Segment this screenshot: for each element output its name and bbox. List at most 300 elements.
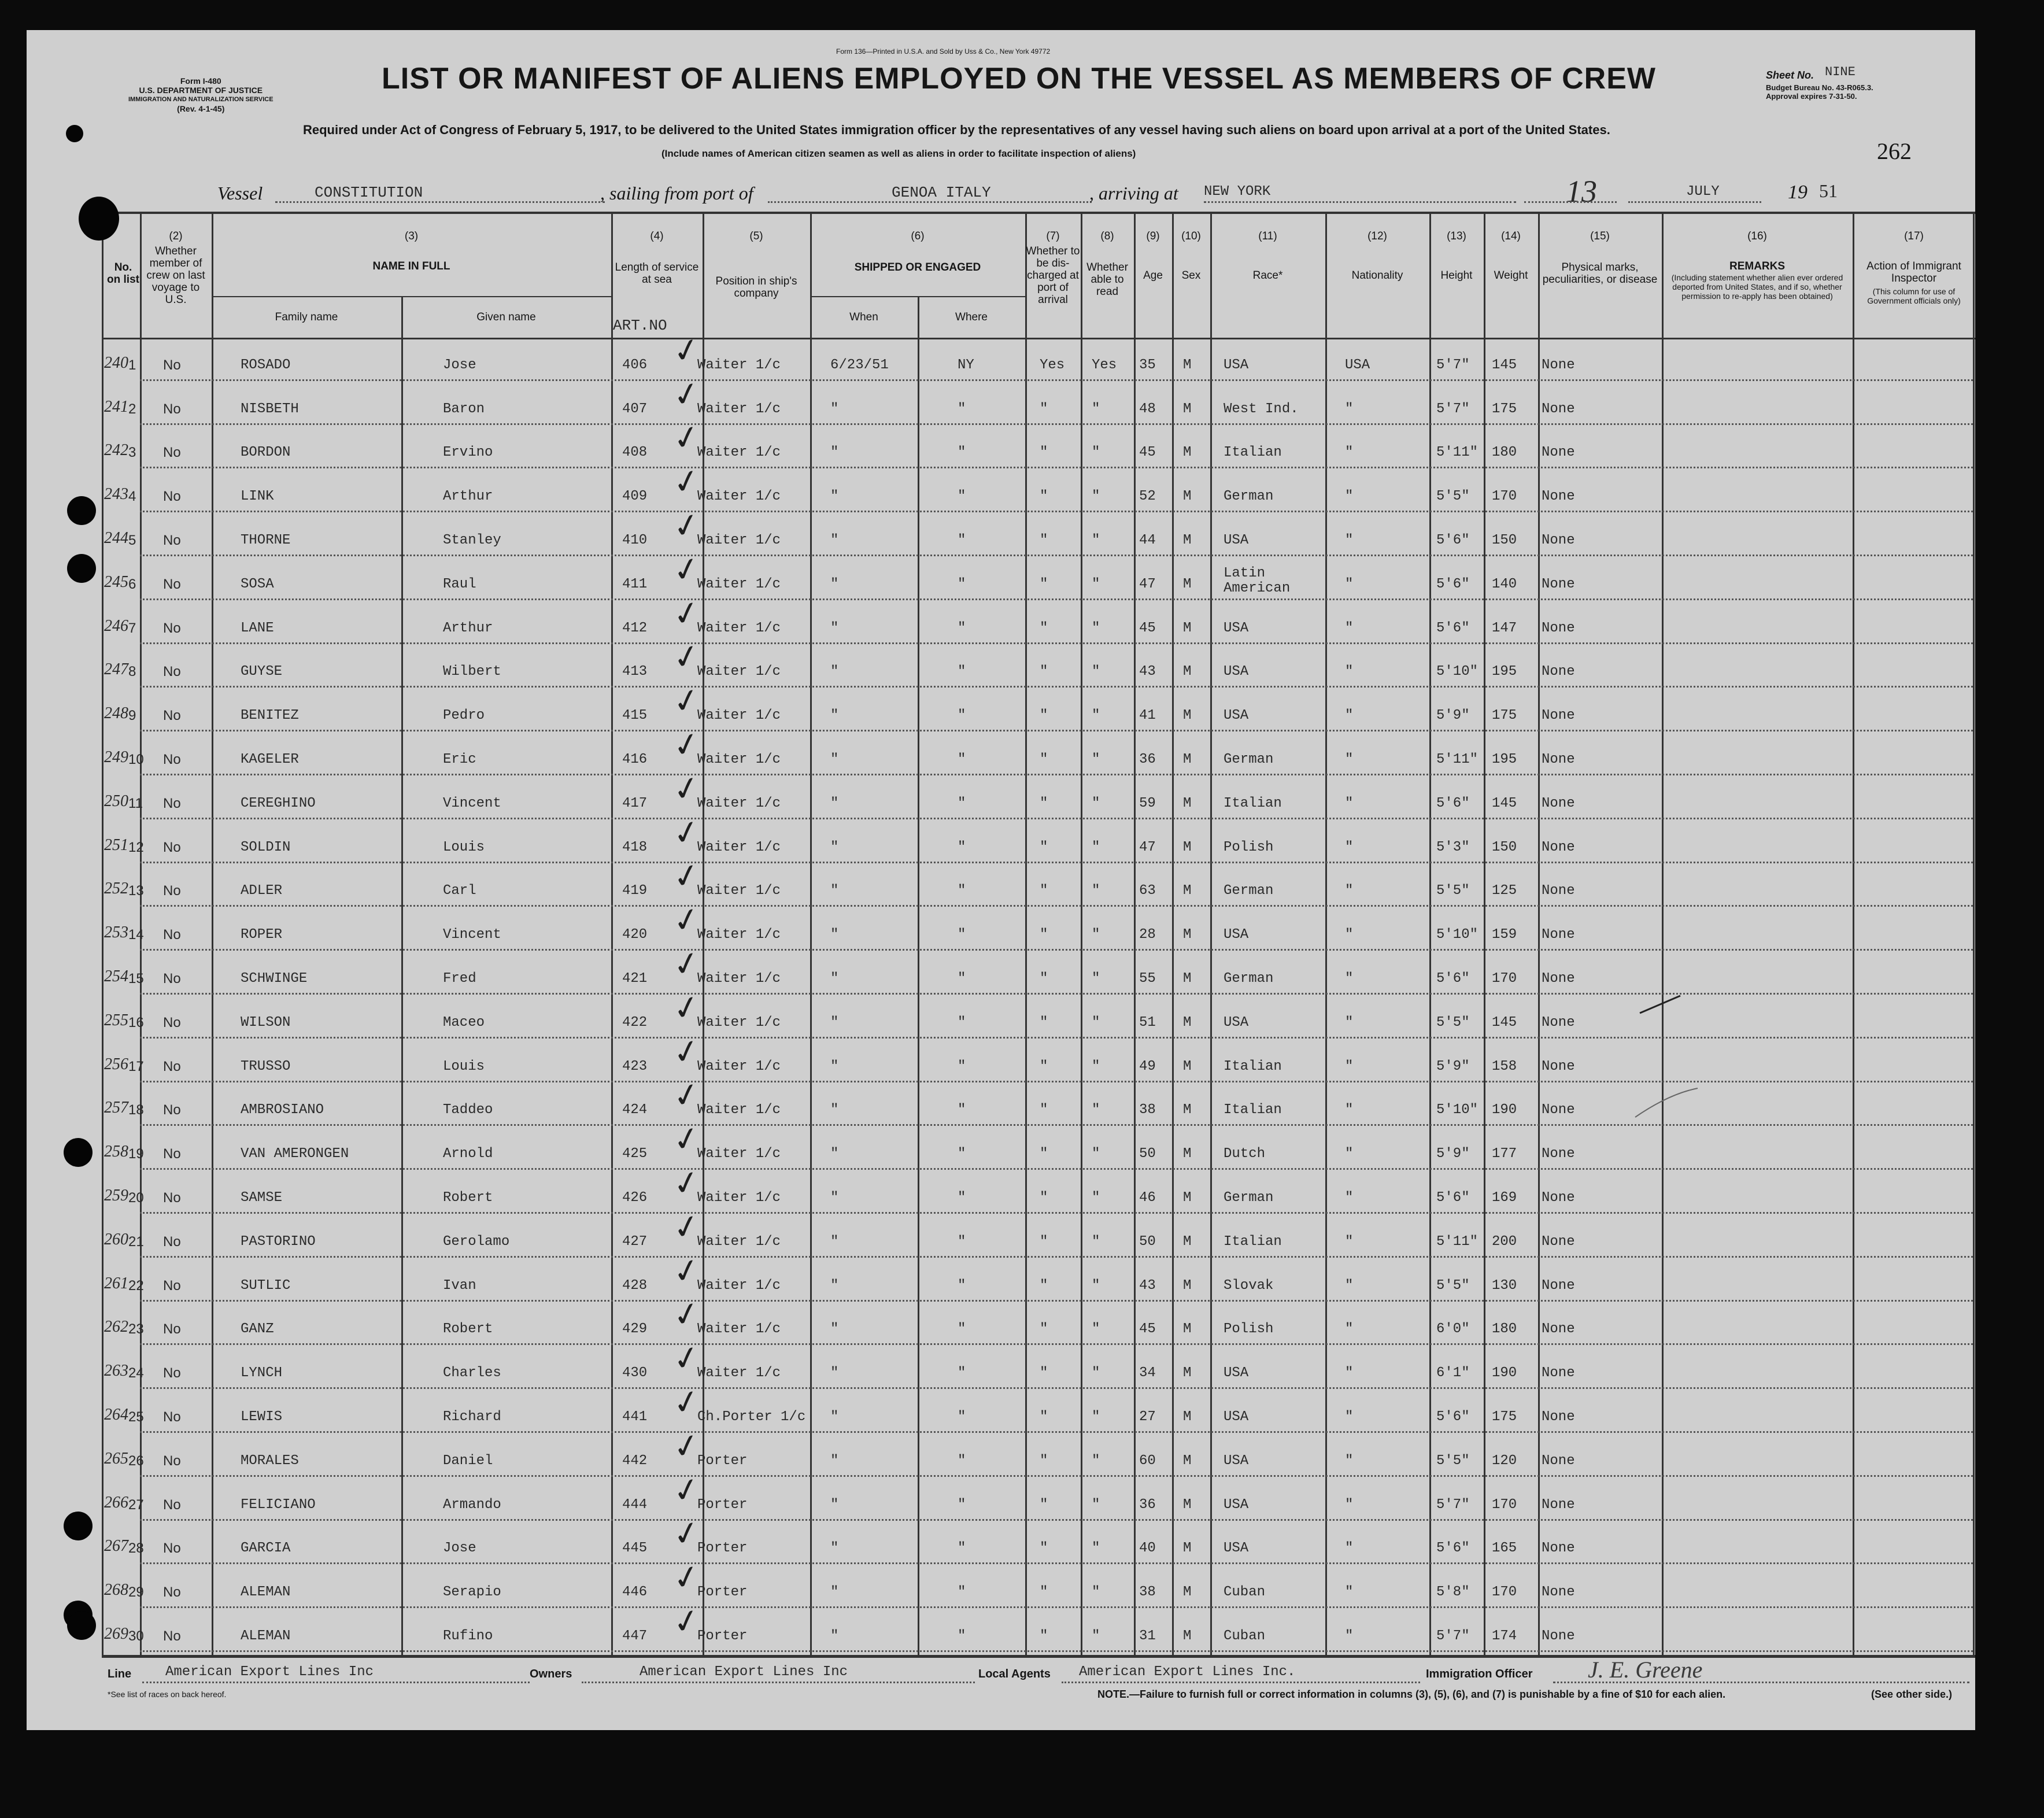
discharged-cell: " (1040, 1540, 1048, 1557)
discharged-cell: " (1040, 1102, 1048, 1118)
able-to-read-cell: " (1092, 1146, 1100, 1162)
able-to-read-cell: " (1092, 1453, 1100, 1469)
age-cell: 27 (1139, 1409, 1156, 1425)
check-mark-icon: ✓ (669, 1294, 704, 1336)
able-to-read-cell: " (1092, 927, 1100, 943)
discharged-cell: " (1040, 751, 1048, 767)
art-number-cell: 406 (622, 357, 648, 373)
header-col6-number: (6) (911, 230, 925, 242)
physical-marks-cell: None (1542, 445, 1575, 461)
given-name-cell: Robert (443, 1189, 493, 1206)
race-cell: USA (1224, 1453, 1249, 1469)
age-cell: 52 (1139, 489, 1156, 505)
position-cell: Waiter 1/c (697, 620, 781, 636)
discharged-cell: Yes (1040, 357, 1065, 373)
art-number-cell: 423 (622, 1058, 648, 1074)
header-col11-number: (11) (1258, 230, 1277, 242)
age-cell: 59 (1139, 795, 1156, 811)
physical-marks-cell: None (1542, 883, 1575, 899)
handwritten-number: 242 (104, 441, 128, 460)
sex-cell: M (1183, 664, 1192, 680)
height-cell: 5'7" (1436, 401, 1470, 417)
shipped-where-cell: " (958, 970, 966, 986)
position-cell: Waiter 1/c (697, 1321, 781, 1337)
nationality-cell: " (1345, 839, 1354, 855)
handwritten-number: 248 (104, 704, 128, 723)
handwritten-number: 240 (104, 353, 128, 372)
family-name-cell: SCHWINGE (241, 970, 308, 986)
row-number-cell: 20 (128, 1189, 144, 1206)
owners-label: Owners (530, 1668, 572, 1680)
race-cell: Slovak (1224, 1277, 1274, 1294)
nationality-cell: " (1345, 1146, 1354, 1162)
last-voyage-cell: No (163, 1014, 181, 1030)
last-voyage-cell: No (163, 1277, 181, 1294)
weight-cell: 195 (1492, 751, 1517, 767)
last-voyage-cell: No (163, 1058, 181, 1074)
header-where: Where (955, 311, 988, 323)
family-name-cell: ADLER (241, 883, 283, 899)
shipped-when-cell: " (830, 1102, 839, 1118)
art-number-cell: 408 (622, 445, 648, 461)
row-number-cell: 8 (128, 664, 136, 680)
shipped-where-cell: " (958, 1146, 966, 1162)
table-row (27, 1600, 1975, 1655)
shipped-where-cell: " (958, 1496, 966, 1513)
physical-marks-cell: None (1542, 1628, 1575, 1644)
last-voyage-cell: No (163, 970, 181, 986)
department-name: U.S. DEPARTMENT OF JUSTICE (139, 86, 263, 95)
discharged-cell: " (1040, 1453, 1048, 1469)
arrival-month: JULY (1686, 184, 1720, 199)
discharged-cell: " (1040, 1189, 1048, 1206)
table-row (27, 1557, 1975, 1611)
height-cell: 5'6" (1436, 576, 1470, 592)
given-name-cell: Ervino (443, 445, 493, 461)
age-cell: 63 (1139, 883, 1156, 899)
shipped-when-cell: " (830, 1058, 839, 1074)
position-cell: Waiter 1/c (697, 1014, 781, 1030)
row-number-cell: 6 (128, 576, 136, 592)
able-to-read-cell: " (1092, 1321, 1100, 1337)
position-cell: Waiter 1/c (697, 401, 781, 417)
check-mark-icon: ✓ (669, 1425, 704, 1468)
row-rule (140, 467, 1973, 468)
shipped-when-cell: " (830, 1365, 839, 1381)
age-cell: 60 (1139, 1453, 1156, 1469)
physical-marks-cell: None (1542, 1102, 1575, 1118)
able-to-read-cell: " (1092, 751, 1100, 767)
race-cell: Italian (1224, 1233, 1282, 1250)
discharged-cell: " (1040, 1365, 1048, 1381)
handwritten-number: 263 (104, 1362, 128, 1380)
document-subtitle: Required under Act of Congress of February 5, 1917, to be delivered to the United States immigration officer by the representatives of any vessel having such aliens on board upon arrival at a port of the United States. (303, 123, 1610, 137)
given-name-cell: Raul (443, 576, 476, 592)
row-rule (140, 423, 1973, 425)
given-name-cell: Rufino (443, 1628, 493, 1644)
art-number-cell: 441 (622, 1409, 648, 1425)
shipped-where-cell: " (958, 1409, 966, 1425)
month-underline (1628, 201, 1761, 203)
check-mark-icon: ✓ (669, 461, 704, 504)
arrival-port: NEW YORK (1204, 184, 1271, 199)
art-number-cell: 415 (622, 708, 648, 724)
line-underline (142, 1682, 530, 1683)
row-number-cell: 25 (128, 1409, 144, 1425)
service-name: IMMIGRATION AND NATURALIZATION SERVICE (128, 96, 273, 103)
shipped-where-cell: " (958, 883, 966, 899)
last-voyage-cell: No (163, 1146, 181, 1162)
row-rule (140, 1431, 1973, 1433)
discharged-cell: " (1040, 970, 1048, 986)
last-voyage-cell: No (163, 445, 181, 461)
discharged-cell: " (1040, 927, 1048, 943)
age-cell: 55 (1139, 970, 1156, 986)
family-name-cell: ROSADO (241, 357, 291, 373)
table-row (27, 504, 1975, 559)
physical-marks-cell: None (1542, 357, 1575, 373)
race-cell: USA (1224, 708, 1249, 724)
shipped-when-cell: " (830, 401, 839, 417)
header-family-name: Family name (275, 311, 338, 323)
handwritten-number: 252 (104, 880, 128, 898)
header-col13-number: (13) (1447, 230, 1466, 242)
budget-bureau: Budget Bureau No. 43-R065.3. (1766, 83, 1873, 92)
family-name-cell: BENITEZ (241, 708, 299, 724)
given-name-cell: Carl (443, 883, 476, 899)
sex-cell: M (1183, 708, 1192, 724)
binder-hole (79, 197, 119, 241)
shipped-where-cell: " (958, 927, 966, 943)
check-mark-icon: ✓ (669, 636, 704, 679)
age-cell: 28 (1139, 927, 1156, 943)
able-to-read-cell: " (1092, 1409, 1100, 1425)
weight-cell: 169 (1492, 1189, 1517, 1206)
row-rule (140, 379, 1973, 381)
binder-hole (64, 1138, 93, 1167)
shipped-where-cell: " (958, 839, 966, 855)
shipped-where-cell: " (958, 1540, 966, 1557)
nationality-cell: " (1345, 620, 1354, 636)
given-name-cell: Jose (443, 357, 476, 373)
last-voyage-cell: No (163, 883, 181, 899)
able-to-read-cell: " (1092, 532, 1100, 548)
sheet-number-label: Sheet No. (1766, 69, 1814, 81)
sex-cell: M (1183, 357, 1192, 373)
weight-cell: 145 (1492, 795, 1517, 811)
able-to-read-cell: " (1092, 1058, 1100, 1074)
handwritten-number: 254 (104, 967, 128, 985)
art-number-cell: 417 (622, 795, 648, 811)
shipped-when-cell: " (830, 1321, 839, 1337)
height-cell: 5'6" (1436, 620, 1470, 636)
race-cell: USA (1224, 1540, 1249, 1557)
header-sex: Sex (1181, 269, 1201, 282)
physical-marks-cell: None (1542, 1496, 1575, 1513)
shipped-where-cell: " (958, 1058, 966, 1074)
shipped-where-cell: " (958, 1365, 966, 1381)
row-number-cell: 7 (128, 620, 136, 636)
position-cell: Ch.Porter 1/c (697, 1409, 806, 1425)
table-row (27, 1425, 1975, 1480)
physical-marks-cell: None (1542, 1409, 1575, 1425)
row-number-cell: 17 (128, 1058, 144, 1074)
row-rule (140, 1650, 1973, 1652)
table-row (27, 1381, 1975, 1436)
nationality-cell: " (1345, 401, 1354, 417)
height-cell: 5'11" (1436, 445, 1479, 461)
owners-value: American Export Lines Inc (640, 1664, 848, 1680)
weight-cell: 190 (1492, 1102, 1517, 1118)
check-mark-icon: ✓ (669, 943, 704, 986)
position-cell: Waiter 1/c (697, 1277, 781, 1294)
height-cell: 5'5" (1436, 489, 1470, 505)
discharged-cell: " (1040, 1233, 1048, 1250)
weight-cell: 170 (1492, 489, 1517, 505)
row-number-cell: 1 (128, 357, 136, 373)
height-cell: 5'7" (1436, 1628, 1470, 1644)
physical-marks-cell: None (1542, 1014, 1575, 1030)
position-cell: Waiter 1/c (697, 576, 781, 592)
sheet-number-value: NINE (1825, 65, 1856, 79)
nationality-cell: " (1345, 1189, 1354, 1206)
art-number-cell: 419 (622, 883, 648, 899)
race-cell: German (1224, 883, 1274, 899)
race-cell: USA (1224, 532, 1249, 548)
header-last-voyage: Whether member of crew on last voyage to U.S. (146, 245, 205, 306)
header-col12-number: (12) (1367, 230, 1387, 242)
nationality-cell: " (1345, 1102, 1354, 1118)
sex-cell: M (1183, 576, 1192, 592)
shipped-where-cell: " (958, 795, 966, 811)
physical-marks-cell: None (1542, 532, 1575, 548)
given-name-cell: Arthur (443, 620, 493, 636)
last-voyage-cell: No (163, 489, 181, 505)
art-number-cell: 409 (622, 489, 648, 505)
pencil-stroke (1635, 1088, 1698, 1117)
table-row (27, 767, 1975, 822)
row-rule (140, 1168, 1973, 1170)
age-cell: 43 (1139, 664, 1156, 680)
shipped-when-cell: " (830, 1453, 839, 1469)
nationality-cell: " (1345, 751, 1354, 767)
header-race: Race* (1252, 269, 1283, 282)
row-number-cell: 29 (128, 1584, 144, 1601)
row-rule (140, 642, 1973, 644)
table-row (27, 1206, 1975, 1261)
shipped-where-cell: " (958, 401, 966, 417)
shipped-when-cell: " (830, 489, 839, 505)
sex-cell: M (1183, 795, 1192, 811)
height-cell: 5'5" (1436, 1277, 1470, 1294)
check-mark-icon: ✓ (669, 1206, 704, 1248)
physical-marks-cell: None (1542, 708, 1575, 724)
row-rule (140, 1562, 1973, 1564)
check-mark-icon: ✓ (669, 373, 704, 416)
handwritten-number: 243 (104, 485, 128, 504)
position-cell: Waiter 1/c (697, 1146, 781, 1162)
height-cell: 5'10" (1436, 927, 1479, 943)
check-mark-icon: ✓ (669, 1250, 704, 1292)
age-cell: 44 (1139, 532, 1156, 548)
discharged-cell: " (1040, 620, 1048, 636)
header-col7-number: (7) (1046, 230, 1060, 242)
row-rule (140, 1519, 1973, 1521)
height-cell: 5'6" (1436, 795, 1470, 811)
header-bottom-border (102, 338, 1975, 339)
handwritten-number: 251 (104, 836, 128, 854)
physical-marks-cell: None (1542, 620, 1575, 636)
shipped-where-cell: " (958, 620, 966, 636)
sex-cell: M (1183, 1189, 1192, 1206)
last-voyage-cell: No (163, 1628, 181, 1644)
shipped-where-cell: " (958, 708, 966, 724)
table-row (27, 592, 1975, 647)
family-name-cell: LINK (241, 489, 274, 505)
shipped-when-cell: " (830, 795, 839, 811)
day-underline (1524, 201, 1617, 203)
position-cell: Waiter 1/c (697, 708, 781, 724)
header-col2-number: (2) (169, 230, 183, 242)
header-remarks-note: (Including statement whether alien ever ordered deported from United States, and if so, whether permission to re-apply has been obtained) (1671, 273, 1843, 301)
agents-label: Local Agents (978, 1668, 1051, 1680)
table-row (27, 329, 1975, 384)
last-voyage-cell: No (163, 1409, 181, 1425)
shipped-where-cell: NY (958, 357, 974, 373)
race-cell: Italian (1224, 445, 1282, 461)
given-name-cell: Maceo (443, 1014, 485, 1030)
discharged-cell: " (1040, 1146, 1048, 1162)
weight-cell: 200 (1492, 1233, 1517, 1250)
given-name-cell: Armando (443, 1496, 501, 1513)
table-row (27, 636, 1975, 691)
header-discharged: Whether to be dis-charged at port of arrival (1026, 245, 1080, 306)
row-rule (140, 774, 1973, 775)
arrival-day: 13 (1566, 174, 1597, 209)
family-name-cell: SOLDIN (241, 839, 291, 855)
pencil-marks (1634, 990, 1703, 1129)
nationality-cell: " (1345, 445, 1354, 461)
sex-cell: M (1183, 1496, 1192, 1513)
weight-cell: 190 (1492, 1365, 1517, 1381)
position-cell: Waiter 1/c (697, 751, 781, 767)
race-cell: USA (1224, 1365, 1249, 1381)
sex-cell: M (1183, 1321, 1192, 1337)
row-number-cell: 14 (128, 927, 144, 943)
family-name-cell: SAMSE (241, 1189, 283, 1206)
row-number-cell: 24 (128, 1365, 144, 1381)
shipped-when-cell: " (830, 620, 839, 636)
shipped-where-cell: " (958, 751, 966, 767)
last-voyage-cell: No (163, 1233, 181, 1250)
shipped-when-cell: " (830, 532, 839, 548)
position-cell: Waiter 1/c (697, 489, 781, 505)
able-to-read-cell: " (1092, 445, 1100, 461)
handwritten-number: 269 (104, 1624, 128, 1643)
handwritten-number: 264 (104, 1405, 128, 1424)
family-name-cell: MORALES (241, 1453, 299, 1469)
table-row (27, 680, 1975, 734)
discharged-cell: " (1040, 1628, 1048, 1644)
vessel-underline (275, 201, 605, 203)
header-col3-number: (3) (404, 230, 419, 242)
header-col10-number: (10) (1181, 230, 1201, 242)
art-number-cell: 425 (622, 1146, 648, 1162)
art-number-cell: 418 (622, 839, 648, 855)
header-height: Height (1440, 269, 1473, 282)
header-nationality: Nationality (1351, 269, 1403, 282)
header-length-of-service: Length of service at sea (615, 261, 699, 286)
check-mark-icon: ✓ (669, 1557, 704, 1599)
row-number-cell: 16 (128, 1014, 144, 1030)
family-name-cell: ROPER (241, 927, 283, 943)
header-able-to-read: Whether able to read (1086, 261, 1128, 298)
line-label: Line (108, 1668, 132, 1680)
given-name-cell: Gerolamo (443, 1233, 510, 1250)
officer-label: Immigration Officer (1426, 1668, 1533, 1680)
age-cell: 35 (1139, 357, 1156, 373)
given-name-cell: Louis (443, 839, 485, 855)
handwritten-number: 253 (104, 923, 128, 942)
row-number-cell: 26 (128, 1453, 144, 1469)
physical-marks-cell: None (1542, 489, 1575, 505)
position-cell: Waiter 1/c (697, 970, 781, 986)
position-cell: Porter (697, 1496, 748, 1513)
race-cell: Italian (1224, 1102, 1282, 1118)
age-cell: 34 (1139, 1365, 1156, 1381)
position-cell: Waiter 1/c (697, 357, 781, 373)
weight-cell: 180 (1492, 445, 1517, 461)
given-name-cell: Ivan (443, 1277, 476, 1294)
row-number-cell: 12 (128, 839, 144, 855)
last-voyage-cell: No (163, 795, 181, 811)
row-number-cell: 22 (128, 1277, 144, 1294)
shipped-when-cell: " (830, 1233, 839, 1250)
pencil-stroke (1640, 996, 1680, 1013)
shipped-when-cell: " (830, 576, 839, 592)
check-mark-icon: ✓ (669, 723, 704, 767)
given-name-cell: Fred (443, 970, 476, 986)
discharged-cell: " (1040, 576, 1048, 592)
table-row (27, 461, 1975, 515)
binder-hole (67, 1611, 96, 1640)
shipped-where-cell: " (958, 1189, 966, 1206)
family-name-cell: THORNE (241, 532, 291, 548)
family-name-cell: BORDON (241, 445, 291, 461)
row-number-cell: 15 (128, 970, 144, 986)
line-value: American Export Lines Inc (165, 1664, 374, 1680)
row-rule (140, 1343, 1973, 1345)
shipped-where-cell: " (958, 1628, 966, 1644)
sex-cell: M (1183, 927, 1192, 943)
year-prefix: 19 (1788, 182, 1808, 203)
see-other-side: (See other side.) (1871, 1688, 1953, 1700)
discharged-cell: " (1040, 1584, 1048, 1601)
shipped-where-cell: " (958, 532, 966, 548)
able-to-read-cell: " (1092, 883, 1100, 899)
check-mark-icon: ✓ (669, 1074, 704, 1117)
family-name-cell: PASTORINO (241, 1233, 316, 1250)
able-to-read-cell: Yes (1092, 357, 1117, 373)
check-mark-icon: ✓ (669, 1469, 704, 1512)
check-mark-icon: ✓ (669, 548, 704, 591)
check-mark-icon: ✓ (669, 899, 704, 942)
physical-marks-cell: None (1542, 1584, 1575, 1601)
physical-marks-cell: None (1542, 1365, 1575, 1381)
given-name-cell: Robert (443, 1321, 493, 1337)
approval-expiry: Approval expires 7-31-50. (1766, 92, 1857, 101)
family-name-cell: LYNCH (241, 1365, 283, 1381)
